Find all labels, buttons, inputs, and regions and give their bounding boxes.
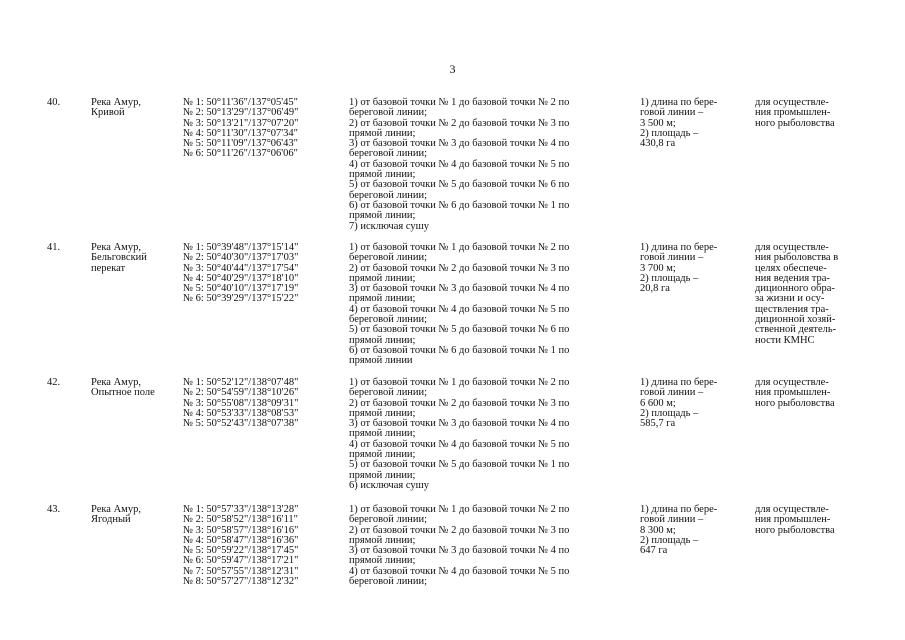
area-info: 1) длина по бере- говой линии – 8 300 м; 2) площадь – 647 га — [640, 504, 718, 557]
area-info: 1) длина по бере- говой линии – 3 500 м; 2) площадь – 430,8 га — [640, 97, 718, 150]
row-number: 43. — [47, 504, 61, 515]
purpose: для осуществле- ния рыболовства в целях обеспече- ния ведения тра- диционного обра- за жизни и осу- ществления тра- диционной хозяй- ственной деятель- ности КМНС — [755, 242, 839, 346]
site-name: Река Амур, Ягодный — [91, 504, 141, 526]
boundary-description: 1) от базовой точки № 1 до базовой точки № 2 по береговой линии; 2) от базовой точки № 2 до базовой точки № 3 по прямой линии; 3) от базовой точки № 3 до базовой точки № 4 по береговой линии; 4) от базовой точки № 4 до базовой точки № 5 по прямой линии; 5) от базовой точки № 5 до базовой точки № 6 по береговой линии; 6) от базовой точки № 6 до базовой точки № 1 по прямой линии; 7) исключая сушу — [349, 97, 570, 232]
boundary-description: 1) от базовой точки № 1 до базовой точки № 2 по береговой линии; 2) от базовой точки № 2 до базовой точки № 3 по прямой линии; 3) от базовой точки № 3 до базовой точки № 4 по прямой линии; 4) от базовой точки № 4 до базовой точки № 5 по береговой линии; — [349, 504, 570, 588]
site-name: Река Амур, Бельговский перекат — [91, 242, 147, 274]
row-number: 42. — [47, 377, 61, 388]
purpose: для осуществле- ния промышлен- ного рыболовства — [755, 97, 835, 129]
area-info: 1) длина по бере- говой линии – 6 600 м; 2) площадь – 585,7 га — [640, 377, 718, 430]
row-number: 41. — [47, 242, 61, 253]
site-name: Река Амур, Опытное поле — [91, 377, 155, 399]
purpose: для осуществле- ния промышлен- ного рыболовства — [755, 504, 835, 536]
purpose: для осуществле- ния промышлен- ного рыболовства — [755, 377, 835, 409]
boundary-description: 1) от базовой точки № 1 до базовой точки № 2 по береговой линии; 2) от базовой точки № 2 до базовой точки № 3 по прямой линии; 3) от базовой точки № 3 до базовой точки № 4 по прямой линии; 4) от базовой точки № 4 до базовой точки № 5 по прямой линии; 5) от базовой точки № 5 до базовой точки № 1 по прямой линии; 6) исключая сушу — [349, 377, 570, 491]
page-number: 3 — [449, 62, 456, 76]
base-points: № 1: 50°11'36"/137°05'45" № 2: 50°13'29"/137°06'49" № 3: 50°13'21"/137°07'20" № 4: 50°11'30"/137°07'34" № 5: 50°11'09"/137°06'43" № 6: 50°11'26"/137°06'06" — [183, 97, 299, 160]
row-number: 40. — [47, 97, 61, 108]
base-points: № 1: 50°57'33"/138°13'28" № 2: 50°58'52"/138°16'11" № 3: 50°58'57"/138°16'16" № 4: 50°58'47"/138°16'36" № 5: 50°59'22"/138°17'45" № 6: 50°59'47"/138°17'21" № 7: 50°57'55"/138°12'31" № 8: 50°57'27"/138°12'32" — [183, 504, 299, 588]
boundary-description: 1) от базовой точки № 1 до базовой точки № 2 по береговой линии; 2) от базовой точки № 2 до базовой точки № 3 по прямой линии; 3) от базовой точки № 3 до базовой точки № 4 по прямой линии; 4) от базовой точки № 4 до базовой точки № 5 по береговой линии; 5) от базовой точки № 5 до базовой точки № 6 по прямой линии; 6) от базовой точки № 6 до базовой точки № 1 по прямой линии — [349, 242, 570, 367]
base-points: № 1: 50°52'12"/138°07'48" № 2: 50°54'59"/138°10'26" № 3: 50°55'08"/138°09'31" № 4: 50°53'33"/138°08'53" № 5: 50°52'43"/138°07'38" — [183, 377, 299, 430]
area-info: 1) длина по бере- говой линии – 3 700 м; 2) площадь – 20,8 га — [640, 242, 718, 295]
site-name: Река Амур, Кривой — [91, 97, 141, 119]
base-points: № 1: 50°39'48"/137°15'14" № 2: 50°40'30"/137°17'03" № 3: 50°40'44"/137°17'54" № 4: 50°40'29"/137°18'10" № 5: 50°40'10"/137°17'19" № 6: 50°39'29"/137°15'22" — [183, 242, 299, 305]
